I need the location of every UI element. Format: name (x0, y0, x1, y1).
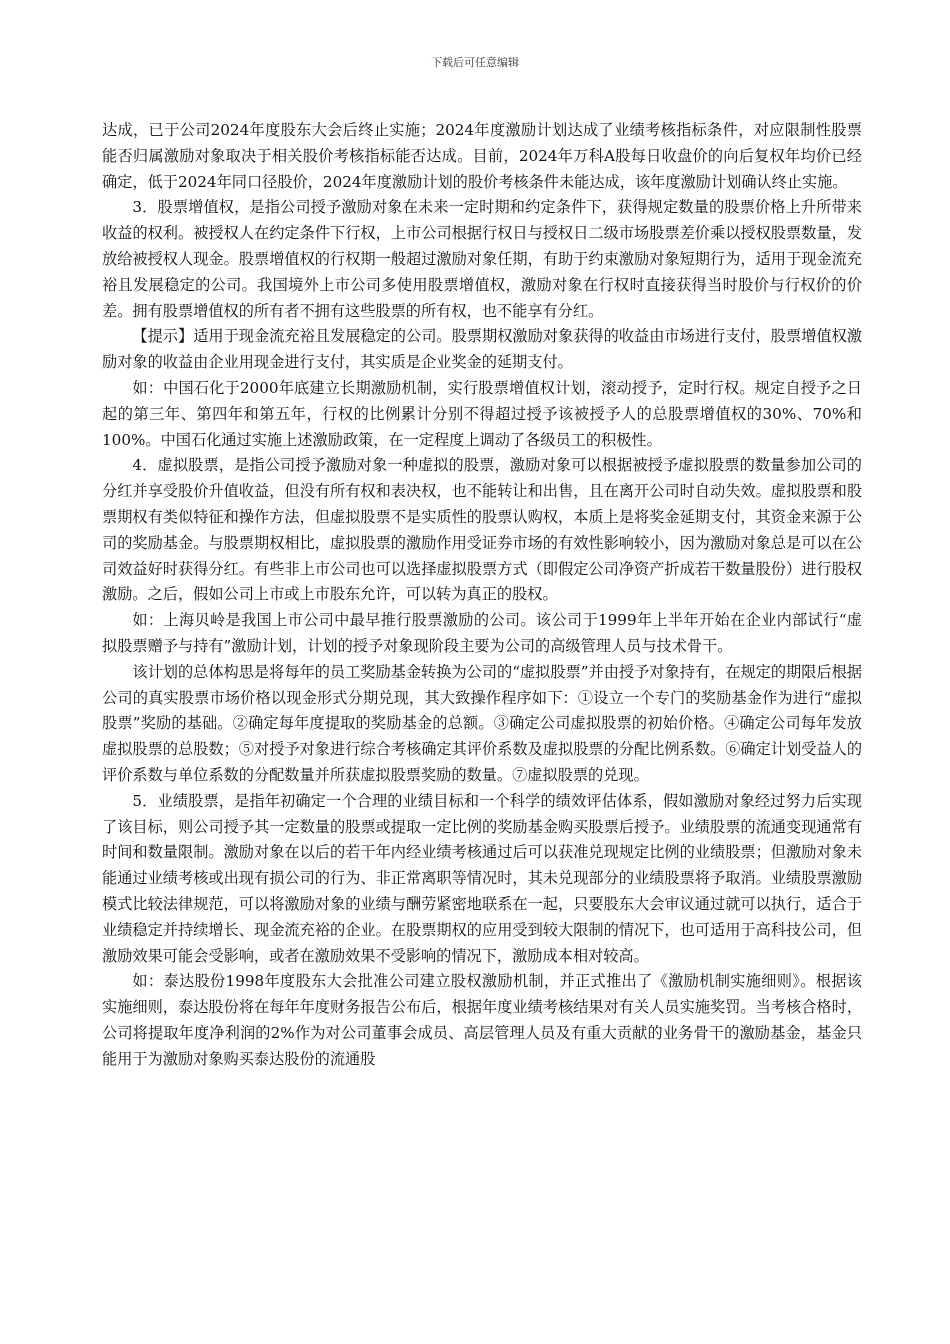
paragraph-example-teda: 如：泰达股份1998年度股东大会批准公司建立股权激励机制，并正式推出了《激励机制实施细则》。根据该实施细则，泰达股份将在每年年度财务报告公布后，根据年度业绩考核结果对有关人员实施奖罚。当考核合格时，公司将提取年度净利润的2%作为对公司董事会成员、高层管理人员及有重大贡献的业务骨干的激励基金，基金只能用于为激励对象购买泰达股份的流通股 (102, 972, 862, 1068)
paragraph-phantom-stock: 4．虚拟股票，是指公司授予激励对象一种虚拟的股票，激励对象可以根据被授予虚拟股票的数量参加公司的分红并享受股价升值收益，但没有所有权和表决权，也不能转让和出售，且在离开公司时自动失效。虚拟股票和股票期权有类似特征和操作方法，但虚拟股票不是实质性的股票认购权，本质上是将奖金延期支付，其资金来源于公司的奖励基金。与股票期权相比，虚拟股票的激励作用受证券市场的有效性影响较小，因为激励对象总是可以在公司效益好时获得分红。有些非上市公司也可以选择虚拟股票方式（即假定公司净资产折成若干数量股份）进行股权激励。之后，假如公司上市或上市股东允许，可以转为真正的股权。 (102, 456, 862, 604)
page-header: 下载后可任意编辑 (431, 56, 519, 69)
paragraph-example-sinopec: 如：中国石化于2000年底建立长期激励机制，实行股票增值权计划，滚动授予，定时行权。规定自授予之日起的第三年、第四年和第五年，行权的比例累计分别不得超过授予该被授予人的总股票增值权的30%、70%和100%。中国石化通过实施上述激励政策，在一定程度上调动了各级员工的积极性。 (102, 378, 862, 449)
paragraph-performance-shares: 5．业绩股票，是指年初确定一个合理的业绩目标和一个科学的绩效评估体系，假如激励对象经过努力后实现了该目标，则公司授予其一定数量的股票或提取一定比例的奖励基金购买股票后授予。业绩股票的流通变现通常有时间和数量限制。激励对象在以后的若干年内经业绩考核通过后可以获准兑现规定比例的业绩股票；但激励对象未能通过业绩考核或出现有损公司的行为、非正常离职等情况时，其未兑现部分的业绩股票将予取消。业绩股票激励模式比较法律规范，可以将激励对象的业绩与酬劳紧密地联系在一起，只要股东大会审议通过就可以执行，适合于业绩稳定并持续增长、现金流充裕的企业。在股票期权的应用受到较大限制的情况下，也可适用于高科技公司，但激励效果可能会受影响，或者在激励效果不受影响的情况下，激励成本相对较高。 (102, 791, 862, 965)
paragraph-plan-procedure: 该计划的总体构思是将每年的员工奖励基金转换为公司的“虚拟股票”并由授予对象持有，在规定的期限后根据公司的真实股票市场价格以现金形式分期兑现，其大致操作程序如下：①设立一个专门的奖励基金作为进行“虚拟股票”奖励的基础。②确定每年度提取的奖励基金的总额。③确定公司虚拟股票的初始价格。④确定公司每年发放虚拟股票的总股数；⑤对授予对象进行综合考核确定其评价系数及虚拟股票的分配比例系数。⑥确定计划受益人的评价系数与单位系数的分配数量并所获虚拟股票奖励的数量。⑦虚拟股票的兑现。 (102, 662, 862, 784)
paragraph-stock-appreciation-rights: 3．股票增值权，是指公司授予激励对象在未来一定时期和约定条件下，获得规定数量的股票价格上升所带来收益的权利。被授权人在约定条件下行权，上市公司根据行权日与授权日二级市场股票差价乘以授权股票数量，发放给被授权人现金。股票增值权的行权期一般超过激励对象任期，有助于约束激励对象短期行为，适用于现金流充裕且发展稳定的公司。我国境外上市公司多使用股票增值权，激励对象在行权时直接获得当时股价与行权价的价差。拥有股票增值权的所有者不拥有这些股票的所有权，也不能享有分红。 (102, 198, 862, 320)
paragraph-example-shanghai-beiling: 如：上海贝岭是我国上市公司中最早推行股票激励的公司。该公司于1999年上半年开始在企业内部试行“虚拟股票赠予与持有”激励计划，计划的授予对象现阶段主要为公司的高级管理人员与技术骨干。 (102, 611, 862, 655)
paragraph-tip: 【提示】适用于现金流充裕且发展稳定的公司。股票期权激励对象获得的收益由市场进行支付，股票增值权激励对象的收益由企业用现金进行支付，其实质是企业奖金的延期支付。 (102, 327, 862, 372)
paragraph-continuation: 达成，已于公司2024年度股东大会后终止实施；2024年度激励计划达成了业绩考核指标条件，对应限制性股票能否归属激励对象取决于相关股价考核指标能否达成。目前，2024年万科A股每日收盘价的向后复权年均价已经确定，低于2024年同口径股价，2024年度激励计划的股价考核条件未能达成，该年度激励计划确认终止实施。 (102, 121, 862, 191)
document-body (102, 118, 862, 1072)
